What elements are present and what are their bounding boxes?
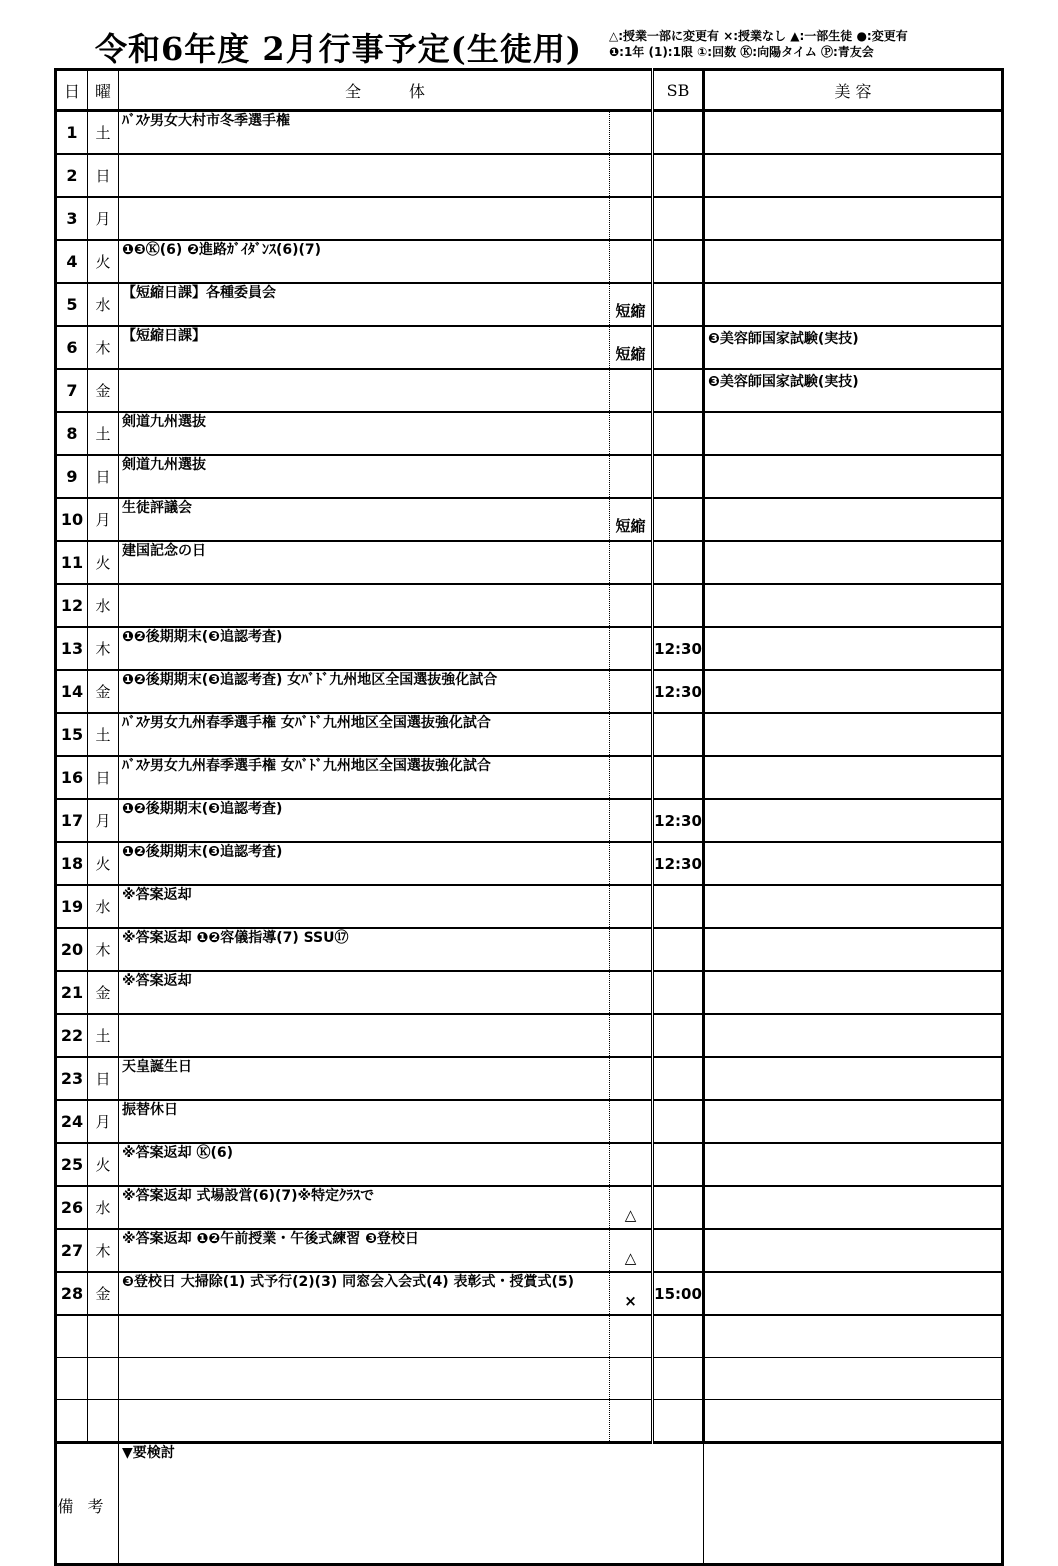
- day-event: ❶❷後期期末(❸追認考査) 女ﾊﾞﾄﾞ九州地区全国選抜強化試合: [119, 670, 610, 713]
- day-mark: [610, 756, 653, 799]
- day-weekday: 金: [88, 971, 119, 1014]
- blank-sb: [653, 1315, 704, 1358]
- day-biyo: [704, 584, 1003, 627]
- day-weekday: 土: [88, 713, 119, 756]
- day-row: [56, 756, 1003, 799]
- header-date: 日: [56, 70, 88, 111]
- day-weekday: 火: [88, 842, 119, 885]
- day-mark: ×: [610, 1272, 653, 1315]
- day-sb: [653, 713, 704, 756]
- day-sb: [653, 412, 704, 455]
- day-event: [119, 584, 610, 627]
- day-row: [56, 713, 1003, 756]
- day-weekday: 日: [88, 455, 119, 498]
- day-mark: [610, 412, 653, 455]
- day-date: 20: [56, 928, 88, 971]
- day-sb: 12:30: [653, 799, 704, 842]
- day-weekday: 金: [88, 670, 119, 713]
- day-date: 27: [56, 1229, 88, 1272]
- header-biyo: 美 容: [704, 70, 1003, 111]
- day-event: 剣道九州選抜: [119, 455, 610, 498]
- day-date: 8: [56, 412, 88, 455]
- day-row: [56, 111, 1003, 155]
- day-row: [56, 412, 1003, 455]
- day-date: 10: [56, 498, 88, 541]
- day-mark: [610, 1143, 653, 1186]
- day-date: 18: [56, 842, 88, 885]
- day-sb: [653, 111, 704, 155]
- day-weekday: 月: [88, 197, 119, 240]
- day-date: 16: [56, 756, 88, 799]
- day-event: ﾊﾞｽｹ男女九州春季選手権 女ﾊﾞﾄﾞ九州地区全国選抜強化試合: [119, 713, 610, 756]
- day-event: ※答案返却 ❶❷午前授業・午後式練習 ❸登校日: [119, 1229, 610, 1272]
- header-all: 全 体: [119, 70, 653, 111]
- blank-event: [119, 1358, 610, 1400]
- legend: [609, 28, 908, 60]
- day-sb: [653, 197, 704, 240]
- day-row: [56, 326, 1003, 369]
- day-event: 生徒評議会: [119, 498, 610, 541]
- day-row: [56, 584, 1003, 627]
- day-event: ※答案返却 ❶❷容儀指導(7) SSU⑰: [119, 928, 610, 971]
- day-sb: [653, 154, 704, 197]
- day-row: [56, 885, 1003, 928]
- notes-row: [56, 1443, 1003, 1565]
- day-row: [56, 1272, 1003, 1315]
- day-date: 7: [56, 369, 88, 412]
- day-weekday: 火: [88, 541, 119, 584]
- day-biyo: [704, 197, 1003, 240]
- day-sb: [653, 756, 704, 799]
- day-event: 【短縮日課】: [119, 326, 610, 369]
- day-date: 19: [56, 885, 88, 928]
- day-row: [56, 498, 1003, 541]
- day-date: 6: [56, 326, 88, 369]
- day-sb: [653, 584, 704, 627]
- day-weekday: 土: [88, 412, 119, 455]
- day-sb: [653, 240, 704, 283]
- day-mark: [610, 1014, 653, 1057]
- day-weekday: 水: [88, 584, 119, 627]
- blank-event: [119, 1400, 610, 1443]
- day-row: [56, 455, 1003, 498]
- day-sb: [653, 1229, 704, 1272]
- day-sb: [653, 283, 704, 326]
- day-weekday: 火: [88, 240, 119, 283]
- day-mark: 短縮: [610, 283, 653, 326]
- notes-label-cell: [56, 1443, 119, 1565]
- day-mark: [610, 799, 653, 842]
- day-event: ※答案返却: [119, 971, 610, 1014]
- blank-mark: [610, 1400, 653, 1443]
- blank-biyo: [704, 1358, 1003, 1400]
- day-biyo: [704, 1057, 1003, 1100]
- notes-label: 備考: [57, 1497, 118, 1516]
- blank-sb: [653, 1400, 704, 1443]
- day-sb: [653, 885, 704, 928]
- day-biyo: [704, 283, 1003, 326]
- day-row: [56, 1229, 1003, 1272]
- day-date: 25: [56, 1143, 88, 1186]
- day-weekday: 日: [88, 154, 119, 197]
- day-sb: [653, 541, 704, 584]
- day-sb: [653, 326, 704, 369]
- day-weekday: 金: [88, 369, 119, 412]
- day-biyo: [704, 627, 1003, 670]
- day-date: 4: [56, 240, 88, 283]
- day-sb: [653, 1100, 704, 1143]
- blank-event: [119, 1315, 610, 1358]
- day-row: [56, 627, 1003, 670]
- day-weekday: 水: [88, 283, 119, 326]
- notes-biyo: [704, 1443, 1003, 1565]
- day-row: [56, 670, 1003, 713]
- day-weekday: 水: [88, 885, 119, 928]
- day-biyo: [704, 1186, 1003, 1229]
- day-biyo: [704, 412, 1003, 455]
- day-weekday: 日: [88, 1057, 119, 1100]
- blank-row: [56, 1400, 1003, 1443]
- day-mark: [610, 584, 653, 627]
- day-weekday: 木: [88, 1229, 119, 1272]
- day-sb: 15:00: [653, 1272, 704, 1315]
- day-mark: 短縮: [610, 326, 653, 369]
- day-weekday: 木: [88, 326, 119, 369]
- day-row: [56, 283, 1003, 326]
- day-weekday: 木: [88, 627, 119, 670]
- day-biyo: [704, 111, 1003, 155]
- blank-row: [56, 1315, 1003, 1358]
- day-row: [56, 1014, 1003, 1057]
- day-mark: [610, 541, 653, 584]
- day-biyo: ❸美容師国家試験(実技): [704, 369, 1003, 412]
- day-weekday: 土: [88, 111, 119, 155]
- day-row: [56, 1143, 1003, 1186]
- day-mark: [610, 240, 653, 283]
- day-sb: [653, 1143, 704, 1186]
- day-mark: [610, 713, 653, 756]
- blank-weekday: [88, 1315, 119, 1358]
- day-event: 建国記念の日: [119, 541, 610, 584]
- day-biyo: [704, 1143, 1003, 1186]
- notes-text: ▼要検討: [119, 1443, 704, 1565]
- day-weekday: 月: [88, 799, 119, 842]
- day-row: [56, 541, 1003, 584]
- day-mark: △: [610, 1186, 653, 1229]
- day-weekday: 水: [88, 1186, 119, 1229]
- day-sb: [653, 498, 704, 541]
- blank-date: [56, 1400, 88, 1443]
- day-event: ❶❸Ⓚ(6) ❷進路ｶﾞｲﾀﾞﾝｽ(6)(7): [119, 240, 610, 283]
- page-title: 令和6年度 2月行事予定(生徒用): [95, 30, 582, 68]
- day-sb: [653, 1186, 704, 1229]
- day-event: [119, 1014, 610, 1057]
- day-weekday: 火: [88, 1143, 119, 1186]
- day-mark: [610, 197, 653, 240]
- day-sb: [653, 455, 704, 498]
- day-mark: [610, 111, 653, 155]
- day-biyo: ❸美容師国家試験(実技): [704, 326, 1003, 369]
- day-biyo: [704, 455, 1003, 498]
- day-biyo: [704, 799, 1003, 842]
- day-biyo: [704, 670, 1003, 713]
- blank-date: [56, 1315, 88, 1358]
- blank-sb: [653, 1358, 704, 1400]
- blank-row: [56, 1358, 1003, 1400]
- blank-biyo: [704, 1315, 1003, 1358]
- blank-mark: [610, 1358, 653, 1400]
- day-biyo: [704, 928, 1003, 971]
- day-date: 26: [56, 1186, 88, 1229]
- header-sb: SB: [653, 70, 704, 111]
- day-biyo: [704, 713, 1003, 756]
- day-biyo: [704, 541, 1003, 584]
- day-sb: 12:30: [653, 670, 704, 713]
- day-date: 24: [56, 1100, 88, 1143]
- day-event: ﾊﾞｽｹ男女九州春季選手権 女ﾊﾞﾄﾞ九州地区全国選抜強化試合: [119, 756, 610, 799]
- day-event: [119, 154, 610, 197]
- day-biyo: [704, 756, 1003, 799]
- day-date: 14: [56, 670, 88, 713]
- header-weekday: 曜: [88, 70, 119, 111]
- day-biyo: [704, 1272, 1003, 1315]
- day-event: [119, 369, 610, 412]
- blank-date: [56, 1358, 88, 1400]
- day-row: [56, 799, 1003, 842]
- day-row: [56, 197, 1003, 240]
- day-mark: [610, 1100, 653, 1143]
- day-date: 2: [56, 154, 88, 197]
- header-row: [56, 70, 1003, 111]
- day-weekday: 金: [88, 1272, 119, 1315]
- day-event: ❶❷後期期末(❸追認考査): [119, 627, 610, 670]
- day-biyo: [704, 885, 1003, 928]
- day-event: 振替休日: [119, 1100, 610, 1143]
- day-date: 17: [56, 799, 88, 842]
- day-mark: △: [610, 1229, 653, 1272]
- day-event: [119, 197, 610, 240]
- day-row: [56, 928, 1003, 971]
- day-mark: 短縮: [610, 498, 653, 541]
- day-biyo: [704, 1100, 1003, 1143]
- day-date: 1: [56, 111, 88, 155]
- day-row: [56, 842, 1003, 885]
- day-event: ※答案返却: [119, 885, 610, 928]
- day-sb: [653, 928, 704, 971]
- day-sb: [653, 1014, 704, 1057]
- day-sb: 12:30: [653, 627, 704, 670]
- day-date: 13: [56, 627, 88, 670]
- day-mark: [610, 670, 653, 713]
- day-mark: [610, 455, 653, 498]
- day-weekday: 日: [88, 756, 119, 799]
- day-event: 【短縮日課】各種委員会: [119, 283, 610, 326]
- day-biyo: [704, 154, 1003, 197]
- day-row: [56, 971, 1003, 1014]
- day-mark: [610, 928, 653, 971]
- day-biyo: [704, 971, 1003, 1014]
- day-mark: [610, 885, 653, 928]
- day-sb: 12:30: [653, 842, 704, 885]
- day-event: ❶❷後期期末(❸追認考査): [119, 799, 610, 842]
- day-weekday: 土: [88, 1014, 119, 1057]
- day-date: 5: [56, 283, 88, 326]
- day-mark: [610, 971, 653, 1014]
- day-biyo: [704, 240, 1003, 283]
- day-sb: [653, 971, 704, 1014]
- blank-weekday: [88, 1400, 119, 1443]
- day-event: ❶❷後期期末(❸追認考査): [119, 842, 610, 885]
- day-event: ※答案返却 Ⓚ(6): [119, 1143, 610, 1186]
- day-date: 28: [56, 1272, 88, 1315]
- day-date: 11: [56, 541, 88, 584]
- day-event: 天皇誕生日: [119, 1057, 610, 1100]
- day-event: ﾊﾞｽｹ男女大村市冬季選手権: [119, 111, 610, 155]
- day-row: [56, 369, 1003, 412]
- blank-mark: [610, 1315, 653, 1358]
- day-mark: [610, 1057, 653, 1100]
- day-event: ❸登校日 大掃除(1) 式予行(2)(3) 同窓会入会式(4) 表彰式・授賞式(5): [119, 1272, 610, 1315]
- day-biyo: [704, 1014, 1003, 1057]
- legend-line-2: ❶:1年 (1):1限 ①:回数 Ⓚ:向陽タイム Ⓟ:青友会: [609, 45, 874, 59]
- day-date: 3: [56, 197, 88, 240]
- day-biyo: [704, 1229, 1003, 1272]
- day-mark: [610, 627, 653, 670]
- day-date: 21: [56, 971, 88, 1014]
- day-biyo: [704, 842, 1003, 885]
- day-mark: [610, 842, 653, 885]
- day-mark: [610, 369, 653, 412]
- day-weekday: 月: [88, 1100, 119, 1143]
- day-event: ※答案返却 式場設営(6)(7)※特定ｸﾗｽで: [119, 1186, 610, 1229]
- day-row: [56, 240, 1003, 283]
- schedule-table: [54, 68, 1004, 1566]
- blank-biyo: [704, 1400, 1003, 1443]
- day-row: [56, 1100, 1003, 1143]
- day-row: [56, 154, 1003, 197]
- day-event: 剣道九州選抜: [119, 412, 610, 455]
- day-mark: [610, 154, 653, 197]
- day-date: 22: [56, 1014, 88, 1057]
- day-date: 9: [56, 455, 88, 498]
- legend-line-1: △:授業一部に変更有 ×:授業なし ▲:一部生徒 ●:変更有: [609, 29, 908, 43]
- day-weekday: 木: [88, 928, 119, 971]
- day-row: [56, 1186, 1003, 1229]
- day-sb: [653, 1057, 704, 1100]
- day-date: 15: [56, 713, 88, 756]
- day-sb: [653, 369, 704, 412]
- day-weekday: 月: [88, 498, 119, 541]
- day-row: [56, 1057, 1003, 1100]
- day-biyo: [704, 498, 1003, 541]
- day-date: 12: [56, 584, 88, 627]
- blank-weekday: [88, 1358, 119, 1400]
- day-date: 23: [56, 1057, 88, 1100]
